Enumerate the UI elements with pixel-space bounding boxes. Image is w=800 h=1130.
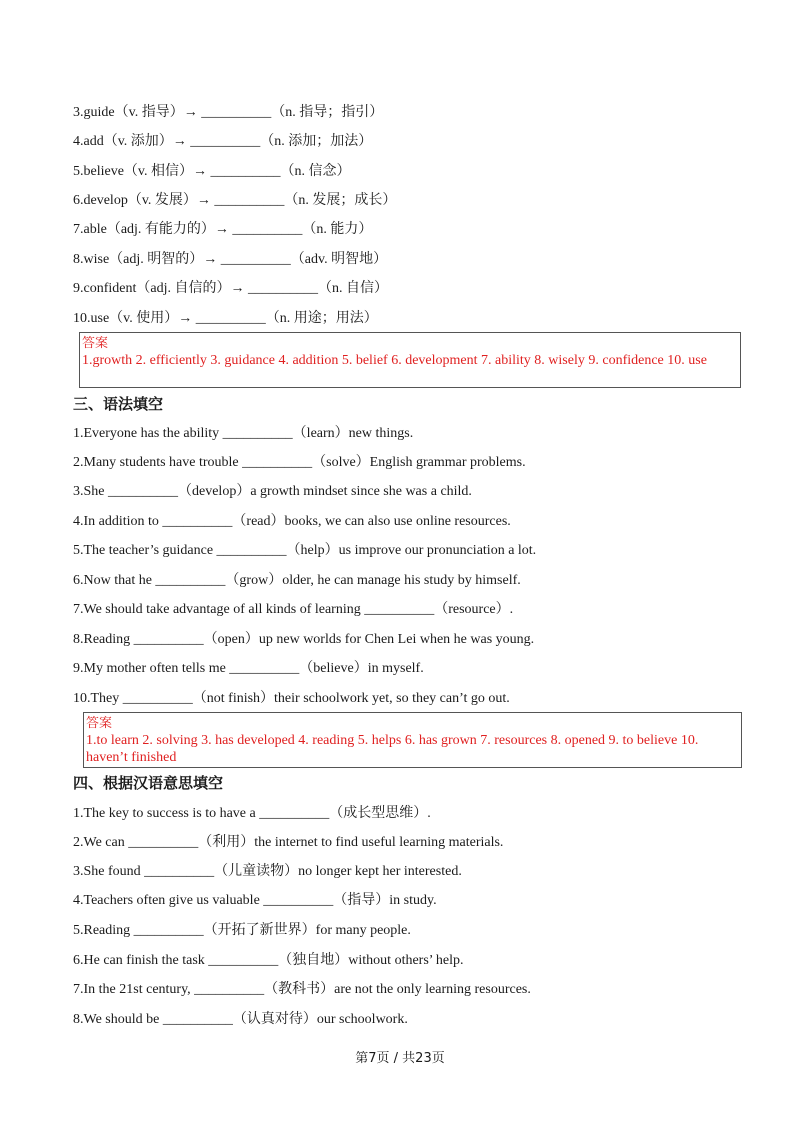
chinese-item: 8.We should be __________（认真对待）our schoolwork. [73, 1012, 408, 1027]
vocab-item: 6.develop（v. 发展）→ __________（n. 发展；成长） [73, 193, 397, 208]
section-heading-grammar: 三、语法填空 [73, 395, 164, 413]
chinese-item: 6.He can finish the task __________（独自地）without others’ help. [73, 953, 464, 968]
grammar-item: 10.They __________（not finish）their schoolwork yet, so they can’t go out. [73, 691, 510, 706]
grammar-item: 6.Now that he __________（grow）older, he can manage his study by himself. [73, 573, 521, 588]
answer-text: 1.growth 2. efficiently 3. guidance 4. addition 5. belief 6. development 7. ability 8. wisely 9. confidence 10. use [82, 353, 707, 368]
chinese-item: 4.Teachers often give us valuable __________（指导）in study. [73, 893, 437, 908]
answer-text: 1.to learn 2. solving 3. has developed 4. reading 5. helps 6. has grown 7. resources 8. opened 9. to believe 10. haven’t finished [86, 733, 699, 765]
chinese-item: 1.The key to success is to have a __________（成长型思维）. [73, 806, 431, 821]
grammar-item: 4.In addition to __________（read）books, we can also use online resources. [73, 514, 511, 529]
grammar-item: 2.Many students have trouble __________（solve）English grammar problems. [73, 455, 526, 470]
page-number: 第7页 / 共23页 [355, 1051, 445, 1066]
grammar-item: 1.Everyone has the ability __________（learn）new things. [73, 426, 414, 441]
vocab-item: 8.wise（adj. 明智的）→ __________（adv. 明智地） [73, 252, 388, 267]
grammar-item: 8.Reading __________（open）up new worlds for Chen Lei when he was young. [73, 632, 535, 647]
vocab-item: 9.confident（adj. 自信的）→ __________（n. 自信） [73, 281, 388, 296]
chinese-item: 7.In the 21st century, __________（教科书）are not the only learning resources. [73, 982, 531, 997]
chinese-item: 5.Reading __________（开拓了新世界）for many people. [73, 923, 411, 938]
grammar-item: 5.The teacher’s guidance __________（help）us improve our pronunciation a lot. [73, 543, 537, 558]
section-heading-chinese: 四、根据汉语意思填空 [73, 774, 224, 792]
grammar-item: 7.We should take advantage of all kinds of learning __________（resource）. [73, 602, 514, 617]
chinese-item: 3.She found __________（儿童读物）no longer kept her interested. [73, 864, 462, 879]
grammar-item: 3.She __________（develop）a growth mindset since she was a child. [73, 484, 472, 499]
answer-title: 答案 [82, 336, 109, 351]
grammar-item: 9.My mother often tells me __________（believe）in myself. [73, 661, 424, 676]
vocab-item: 7.able（adj. 有能力的）→ __________（n. 能力） [73, 222, 373, 237]
vocab-item: 3.guide（v. 指导）→ __________（n. 指导；指引） [73, 105, 384, 120]
vocab-item: 5.believe（v. 相信）→ __________（n. 信念） [73, 164, 351, 179]
vocab-item: 10.use（v. 使用）→ __________（n. 用途；用法） [73, 311, 378, 326]
chinese-item: 2.We can __________（利用）the internet to find useful learning materials. [73, 835, 504, 850]
grammar-answer-box [83, 712, 742, 768]
vocab-answer-box [79, 332, 741, 388]
vocab-item: 4.add（v. 添加）→ __________（n. 添加；加法） [73, 134, 373, 149]
answer-title: 答案 [86, 716, 113, 731]
